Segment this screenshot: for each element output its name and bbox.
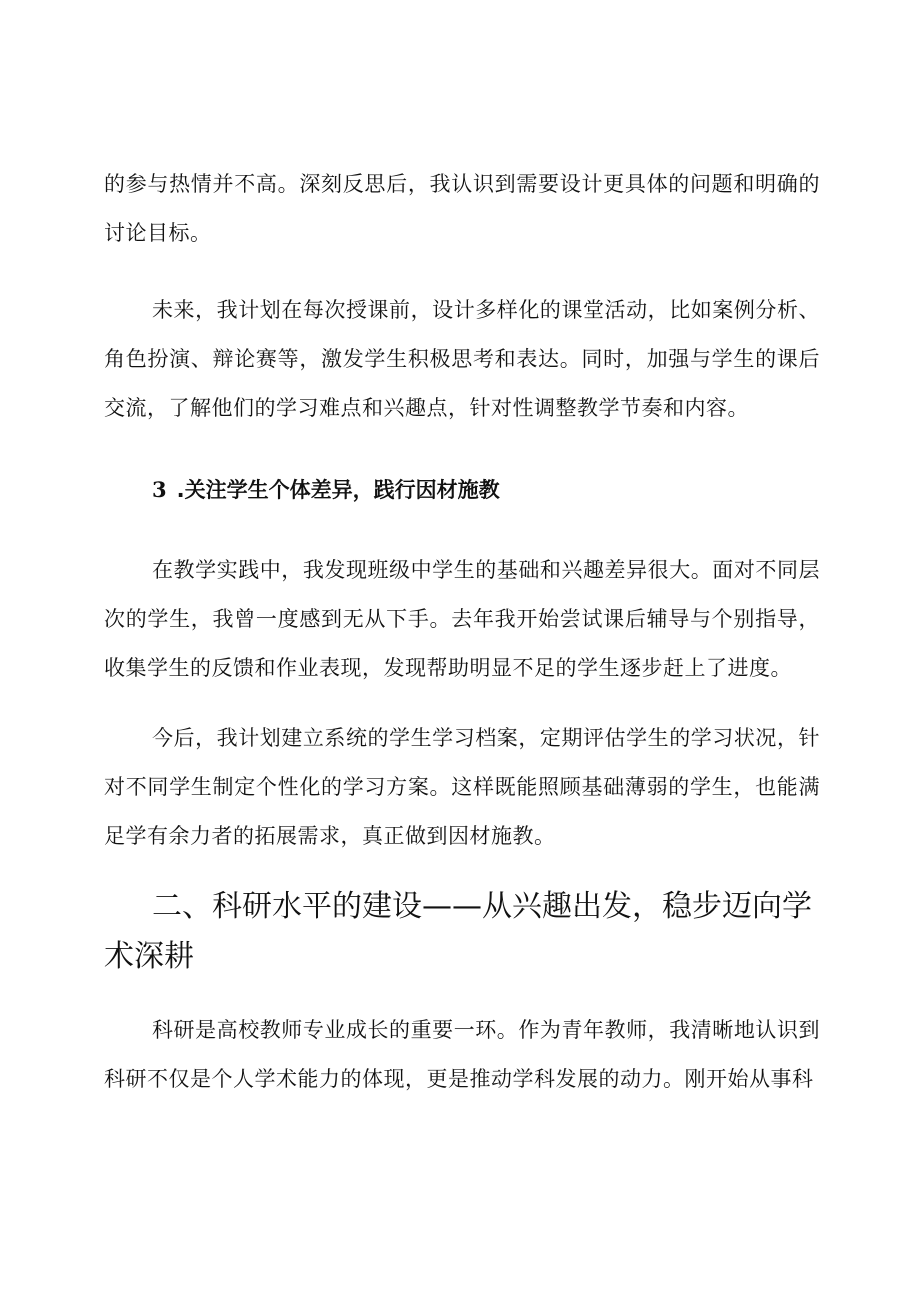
- paragraph-teaching-practice: 在教学实践中，我发现班级中学生的基础和兴趣差异很大。面对不同层次的学生，我曾一度感到无从下手。去年我开始尝试课后辅导与个别指导，收集学生的反馈和作业表现，发现帮助明显不足的学生逐步赶上了进度。: [104, 558, 820, 680]
- subheading-text: .关注学生个体差异，践行因材施教: [176, 478, 500, 502]
- paragraph-future-plan: 未来，我计划在每次授课前，设计多样化的课堂活动，比如案例分析、角色扮演、辩论赛等，激发学生积极思考和表达。同时，加强与学生的课后交流，了解他们的学习难点和兴趣点，针对性调整教学节奏和内容。: [104, 298, 820, 420]
- paragraph-continuation: 的参与热情并不高。深刻反思后，我认识到需要设计更具体的问题和明确的讨论目标。: [104, 172, 820, 245]
- subheading-number: 3: [152, 477, 167, 502]
- section-heading-research: 二、科研水平的建设——从兴趣出发，稳步迈向学术深耕: [104, 889, 812, 974]
- paragraph-learning-records: 今后，我计划建立系统的学生学习档案，定期评估学生的学习状况，针对不同学生制定个性化的学习方案。这样既能照顾基础薄弱的学生，也能满足学有余力者的拓展需求，真正做到因材施教。: [104, 726, 820, 848]
- subheading-individual-differences: [152, 470, 500, 510]
- paragraph-research-intro: 科研是高校教师专业成长的重要一环。作为青年教师，我清晰地认识到科研不仅是个人学术能力的体现，更是推动学科发展的动力。刚开始从事科: [104, 1018, 820, 1091]
